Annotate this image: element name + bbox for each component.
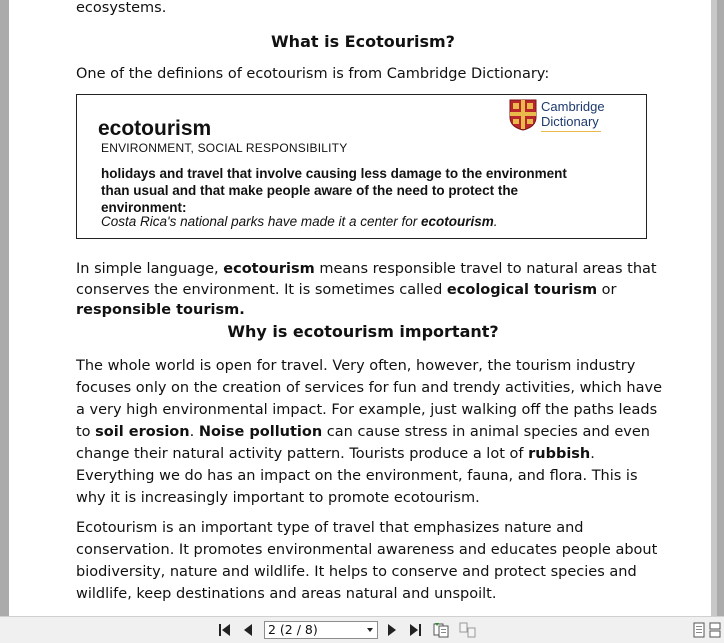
first-page-icon: [217, 623, 233, 637]
example-post: .: [493, 214, 498, 229]
next-page-button[interactable]: [384, 621, 400, 639]
para2-bold2: Noise pollution: [198, 424, 323, 440]
dictionary-entry-box: [76, 94, 647, 239]
vertical-scrollbar[interactable]: [711, 0, 717, 616]
example-pre: Costa Rica's national parks have made it a center for: [101, 214, 421, 229]
para1-text2: means responsible travel to natural areas that conserves the environment. It is sometimes called: [76, 261, 657, 298]
page-indicator: 2 (2 / 8): [268, 622, 318, 637]
last-page-button[interactable]: [406, 621, 424, 639]
page-select[interactable]: [264, 621, 378, 639]
continuous-view-icon: [709, 622, 721, 638]
page-layout-icon: [459, 622, 477, 638]
para1-bold1: ecotourism: [223, 261, 315, 277]
cambridge-logo-text: [541, 99, 605, 129]
logo-underline: [541, 131, 601, 132]
heading-what-is-ecotourism: What is Ecotourism?: [271, 32, 455, 51]
dictionary-domain: ENVIRONMENT, SOCIAL RESPONSIBILITY: [101, 141, 348, 155]
logo-line2: Dictionary: [541, 114, 599, 129]
previous-page-icon: [242, 623, 254, 637]
document-page: [9, 0, 717, 616]
top-fragment: ecosystems.: [76, 0, 167, 16]
para2-text3: can cause stress in animal species and even change their natural activity pattern. Tourists produce a lot of: [76, 424, 650, 462]
continuous-view-button[interactable]: [708, 621, 722, 639]
para2-text4: . Everything we do has an impact on the environment, fauna, and flora. This is why it is increasingly important to promote ecotourism.: [76, 446, 638, 506]
para2-text1: The whole world is open for travel. Very often, however, the tourism industry focuses only on the creation of services for fun and trendy activities, which have a very high environmental impact. For example, just walking off the paths leads to: [76, 358, 663, 440]
dictionary-headword: ecotourism: [98, 117, 212, 140]
last-page-icon: [407, 623, 423, 637]
cambridge-logo: [509, 99, 609, 135]
previous-page-button[interactable]: [240, 621, 256, 639]
example-bold: ecotourism: [421, 214, 494, 229]
single-page-view-icon: [693, 622, 705, 638]
dictionary-definition: holidays and travel that involve causing less damage to the environment than usual and that make people aware of the need to protect the environment:: [101, 166, 567, 215]
single-page-view-button[interactable]: [692, 621, 706, 639]
para2-bold3: rubbish: [528, 446, 591, 462]
navigation-toolbar: [0, 616, 724, 643]
para1-bold2: ecological tourism: [446, 281, 598, 298]
paragraph-simple-language: [76, 259, 686, 321]
para1-bold3: responsible tourism.: [76, 302, 245, 318]
page-layout-button[interactable]: [458, 621, 478, 639]
intro-text: One of the definions of ecotourism is from Cambridge Dictionary:: [76, 66, 550, 82]
copy-pages-icon: [433, 622, 451, 638]
para1-text1: In simple language,: [76, 261, 224, 277]
next-page-icon: [386, 623, 398, 637]
logo-line1: Cambridge: [541, 99, 605, 114]
para2-bold1: soil erosion: [95, 424, 190, 440]
heading-why-important: Why is ecotourism important?: [227, 322, 499, 341]
dropdown-arrow-icon: [367, 628, 373, 632]
paragraph-ecotourism-type: Ecotourism is an important type of travel that emphasizes nature and conservation. It promotes environmental awareness and educates people about biodiversity, nature and wildlife. It helps to conserve and protect species and wildlife, keep destinations and areas natural and unspoilt.: [76, 520, 658, 602]
para1-text3: or: [597, 281, 617, 298]
para2-text2: .: [189, 424, 199, 440]
dictionary-example: [101, 214, 498, 229]
cambridge-shield-icon: [509, 99, 537, 131]
first-page-button[interactable]: [216, 621, 234, 639]
copy-page-button[interactable]: [432, 621, 452, 639]
paragraph-why-important: [76, 355, 666, 509]
